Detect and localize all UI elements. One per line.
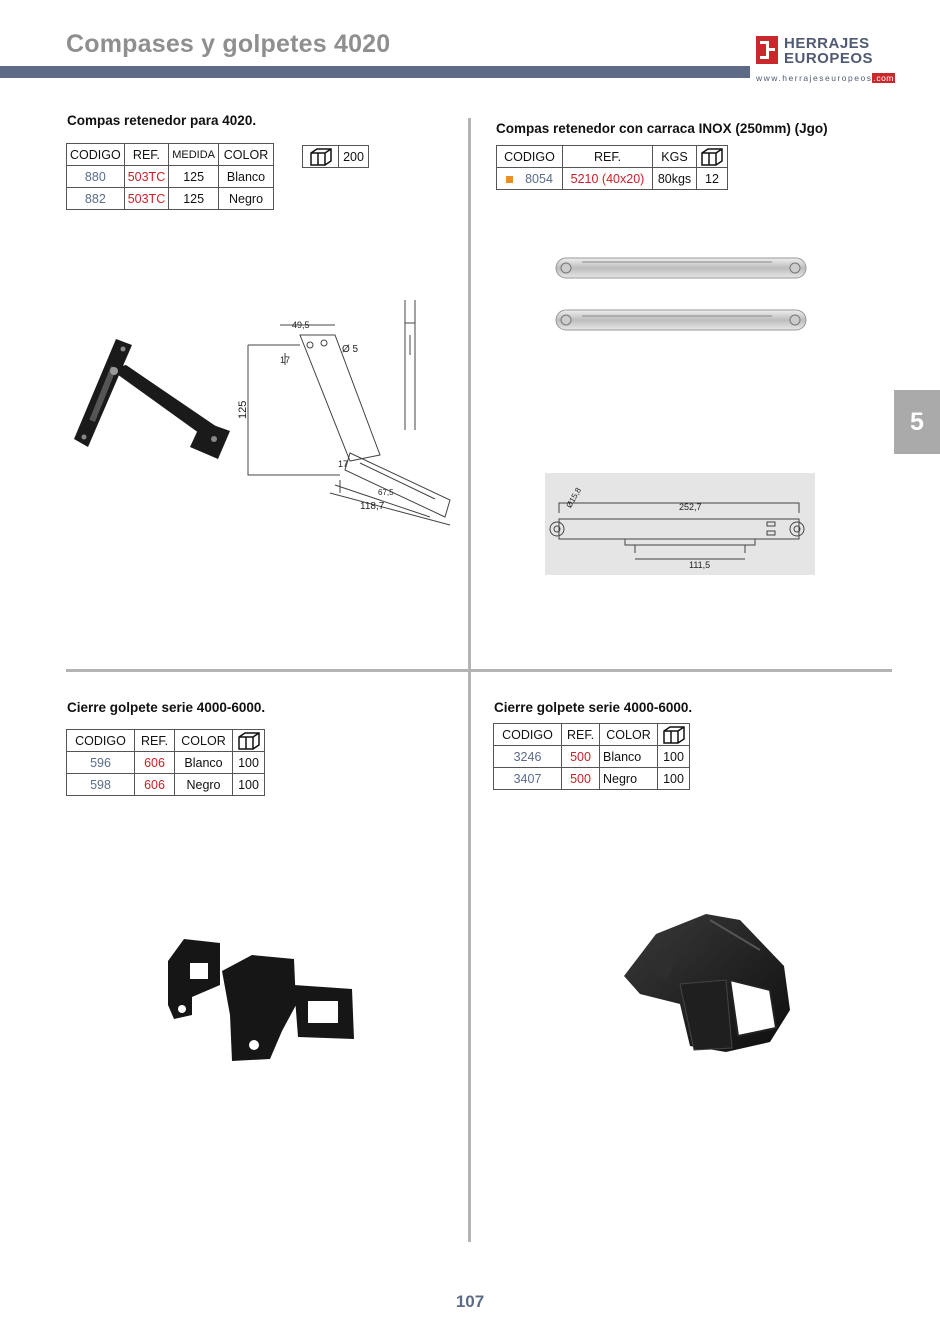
box-icon-cell (658, 724, 690, 746)
logo-url-main: www.herrajeseuropeos (756, 73, 873, 83)
box-qty: 200 (339, 146, 369, 168)
table-header-row (67, 144, 274, 166)
color-cell: Blanco (175, 752, 233, 774)
dim-label: 49,5 (292, 320, 310, 330)
color-cell: Blanco (219, 166, 274, 188)
dim-label: 125 (237, 400, 249, 419)
header-ref: REF. (563, 146, 653, 168)
size-cell: 125 (169, 166, 219, 188)
vertical-divider (468, 118, 471, 1242)
chapter-tab[interactable]: 5 (894, 390, 940, 454)
ratchet-stay-product-image (552, 250, 812, 340)
qty-cell: 100 (233, 752, 265, 774)
section1-table (66, 143, 274, 210)
logo-text-line1: HERRAJES (784, 35, 870, 52)
dim-label: 252,7 (679, 502, 702, 512)
size-cell: 125 (169, 188, 219, 210)
table-row (497, 168, 728, 190)
stay-arm-technical-drawing (237, 295, 465, 530)
box-icon-cell (697, 146, 728, 168)
table-header-row (497, 146, 728, 168)
section4-title: Cierre golpete serie 4000-6000. (494, 700, 693, 715)
code-cell: 598 (67, 774, 135, 796)
table-row (67, 188, 274, 210)
table-header-row (494, 724, 690, 746)
color-cell: Blanco (600, 746, 658, 768)
header-codigo: CODIGO (67, 730, 135, 752)
table-row (67, 774, 265, 796)
brand-logo[interactable] (756, 34, 896, 90)
qty-cell: 100 (233, 774, 265, 796)
horizontal-divider (66, 669, 892, 672)
header-kgs: KGS (653, 146, 697, 168)
box-icon (662, 725, 686, 745)
color-cell: Negro (219, 188, 274, 210)
logo-mark-icon (756, 36, 778, 64)
qty-cell: 12 (697, 168, 728, 190)
page-title: Compases y golpetes 4020 (66, 30, 391, 58)
code-cell: 3407 (494, 768, 562, 790)
dim-label: 118,7 (360, 501, 385, 512)
box-icon (237, 731, 261, 751)
color-cell: Negro (175, 774, 233, 796)
header-codigo: CODIGO (494, 724, 562, 746)
dim-label: 67,5 (378, 488, 394, 497)
latch-product-image (162, 935, 362, 1065)
header-ref: REF. (562, 724, 600, 746)
ref-cell: 5210 (40x20) (563, 168, 653, 190)
stay-arm-product-image (70, 335, 240, 465)
box-icon (700, 147, 724, 167)
header-medida: MEDIDA (169, 144, 219, 166)
ref-cell: 503TC (124, 188, 169, 210)
code-value: 8054 (525, 171, 553, 186)
box-icon-cell (303, 146, 339, 168)
header-color: COLOR (175, 730, 233, 752)
ref-cell: 500 (562, 746, 600, 768)
dim-label: 17 (338, 459, 349, 469)
section3-table (66, 729, 265, 796)
logo-url[interactable] (756, 73, 895, 83)
section1-box-table (302, 145, 369, 168)
orange-square-icon (506, 176, 513, 183)
header-color: COLOR (600, 724, 658, 746)
dim-label: 111,5 (689, 560, 711, 570)
strike-latch-product-image (620, 910, 800, 1060)
dim-label: 17 (280, 355, 291, 365)
ref-cell: 500 (562, 768, 600, 790)
box-icon-cell (233, 730, 265, 752)
box-icon (309, 147, 333, 167)
code-cell: 880 (67, 166, 125, 188)
code-cell: 3246 (494, 746, 562, 768)
ref-cell: 606 (135, 774, 175, 796)
qty-cell: 100 (658, 768, 690, 790)
table-row (67, 166, 274, 188)
color-cell: Negro (600, 768, 658, 790)
logo-url-tld: .com (873, 73, 894, 83)
page-number: 107 (455, 1292, 485, 1311)
dim-label: Ø15,8 (564, 486, 584, 510)
section4-table (493, 723, 690, 790)
header-ref: REF. (135, 730, 175, 752)
header-codigo: CODIGO (67, 144, 125, 166)
code-cell (497, 168, 563, 190)
header-codigo: CODIGO (497, 146, 563, 168)
table-header-row (67, 730, 265, 752)
table-row (67, 752, 265, 774)
header-bar (0, 66, 750, 78)
dim-label: Ø 5 (342, 344, 359, 355)
section1-title: Compas retenedor para 4020. (67, 113, 257, 128)
logo-text-line2: EUROPEOS (784, 50, 874, 67)
ref-cell: 606 (135, 752, 175, 774)
header-ref: REF. (124, 144, 169, 166)
code-cell: 882 (67, 188, 125, 210)
code-cell: 596 (67, 752, 135, 774)
ratchet-stay-technical-drawing (545, 473, 815, 575)
section3-title: Cierre golpete serie 4000-6000. (67, 700, 266, 715)
header-color: COLOR (219, 144, 274, 166)
ref-cell: 503TC (124, 166, 169, 188)
kgs-cell: 80kgs (653, 168, 697, 190)
qty-cell: 100 (658, 746, 690, 768)
table-row (494, 768, 690, 790)
section2-title: Compas retenedor con carraca INOX (250mm) (Jgo) (496, 121, 828, 136)
table-row (494, 746, 690, 768)
section2-table (496, 145, 728, 190)
